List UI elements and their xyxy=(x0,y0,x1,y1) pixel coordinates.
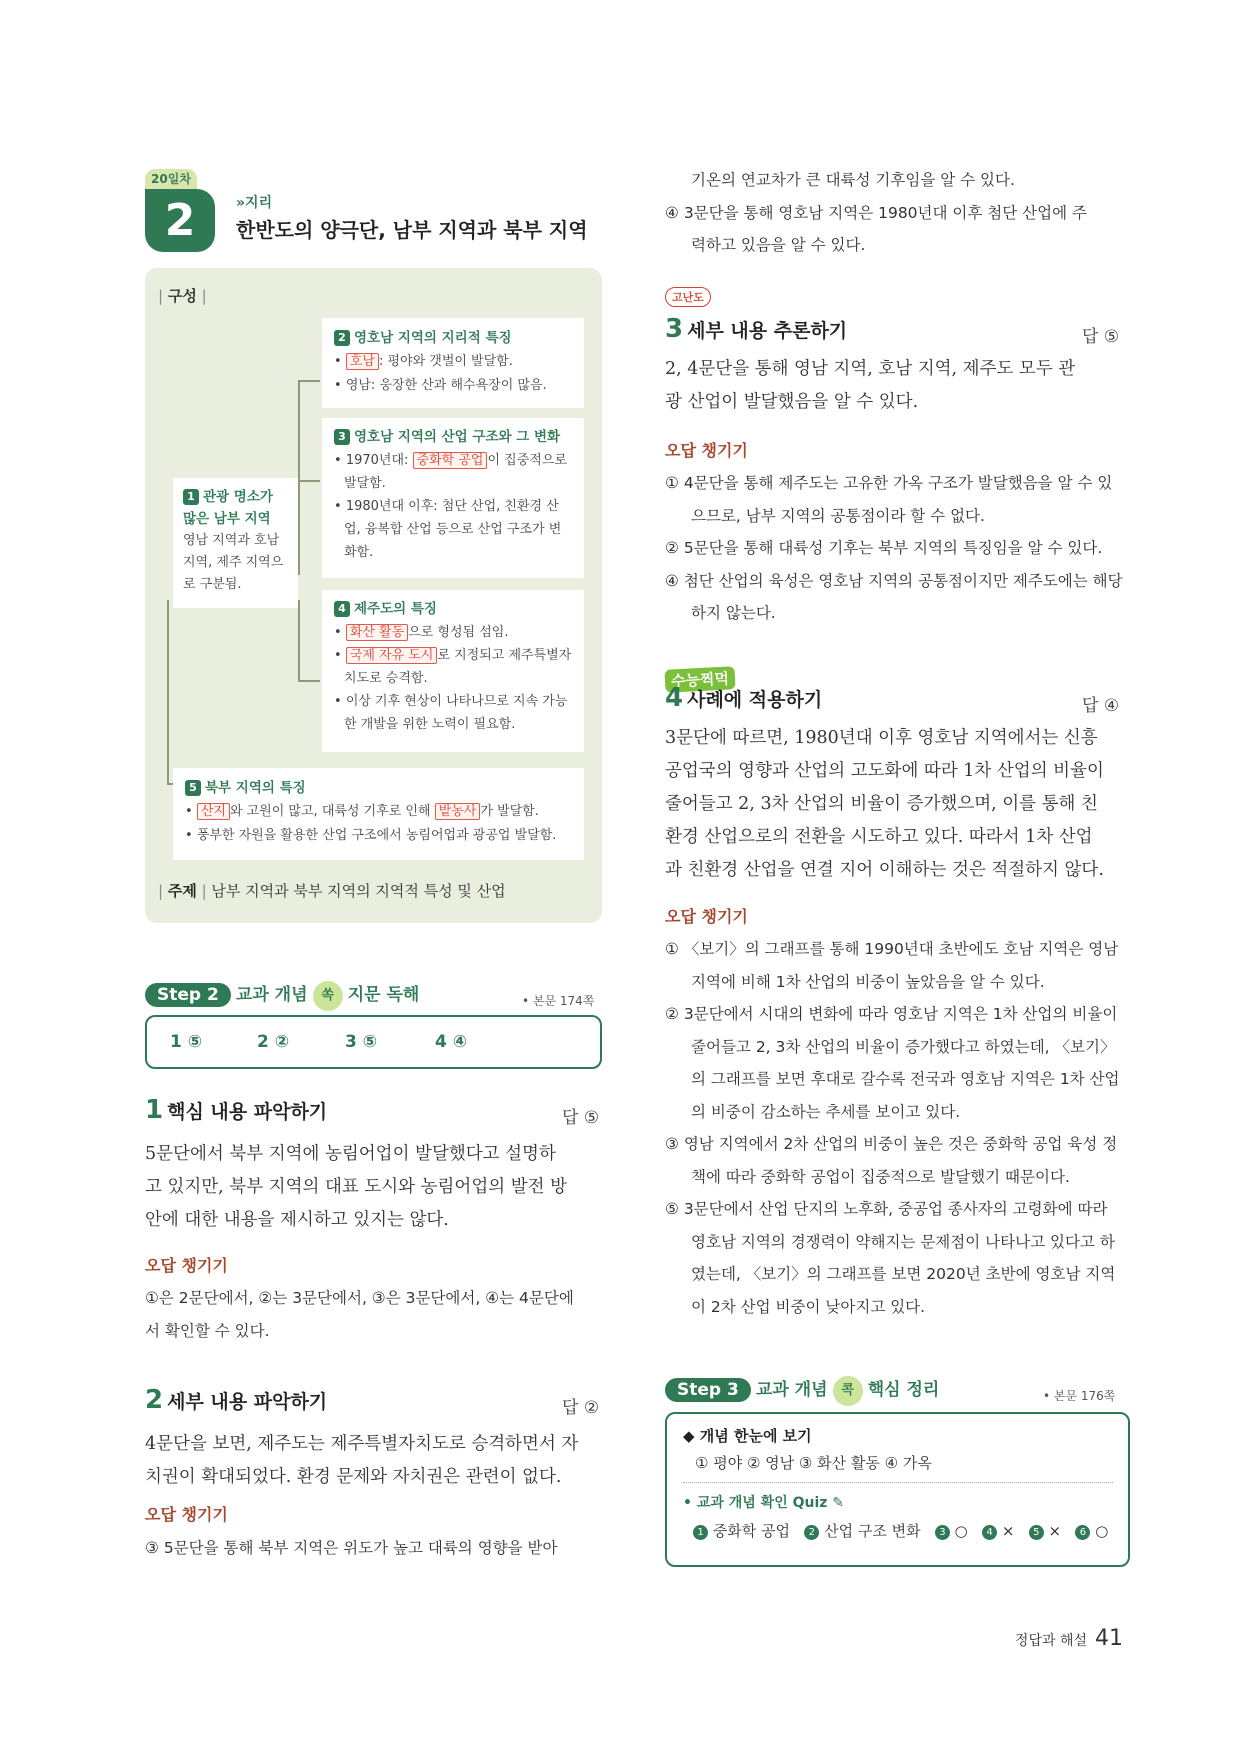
topic-line: | 주제 | 남부 지역과 북부 지역의 지역적 특성 및 산업 xyxy=(158,882,506,900)
page-footer: 정답과 해설 41 xyxy=(1014,1626,1123,1651)
structure-label: | 구성 | xyxy=(158,287,207,305)
q2-odap-body: ③ 5문단을 통해 북부 지역은 위도가 높고 대륙의 영향을 받아 xyxy=(145,1539,558,1557)
card-north: 5 북부 지역의 특징 • 산지 와 고원이 많고, 대륙성 기후로 인해 밭농사 가 발달함. • 풍부한 자원을 활용한 산업 구조에서 농림어업과 광공업 발달함. xyxy=(173,768,584,860)
q2-body: 4문단을 보면, 제주도는 제주특별자치도로 승격하면서 자 치권이 확대되었다. 환경 문제와 자치권은 관련이 없다. xyxy=(145,1434,579,1487)
glance-title: ◆ 개념 한눈에 보기 xyxy=(683,1427,812,1445)
q1-answer: 답 ⑤ xyxy=(562,1108,600,1128)
q1-body: 5문단에서 북부 지역에 농림어업이 발달했다고 설명하 고 있지만, 북부 지역의 대표 도시와 농림어업의 발전 방 안에 대한 내용을 제시하고 있지는 않다. xyxy=(145,1144,567,1230)
pencil-icon: ✎ xyxy=(832,1495,845,1511)
connector-line xyxy=(298,480,320,482)
step2-header: Step 2 교과 개념 쏙 지문 독해 xyxy=(145,980,419,1011)
q1-odap-title: 오답 챙기기 xyxy=(145,1256,228,1275)
connector-line xyxy=(298,380,320,382)
quiz-answers: 1 중화학 공업 2 산업 구조 변화 3 ○ 4 × 5 × 6 ○ xyxy=(693,1520,1108,1541)
connector-line xyxy=(298,680,320,682)
card-jeju: 4 제주도의 특징 • 화산 활동 으로 형성됨 섬임. • 국제 자유 도시 로 지정되고 제주특별자치도로 승격함. • 이상 기후 현상이 나타나므로 지속 가능한 개발을 위한 노력이 필요함. xyxy=(322,590,584,752)
connector-line xyxy=(298,600,300,680)
q3-heading: 3 세부 내용 추론하기 xyxy=(665,314,848,344)
connector-line xyxy=(167,600,169,785)
page-number: 41 xyxy=(1095,1626,1123,1651)
q4-odap-list: ① 〈보기〉의 그래프를 통해 1990년대 초반에도 호남 지역은 영남 지역에 비해 1차 산업의 비중이 높았음을 알 수 있다. ② 3문단에서 시대의 변화에 따라 영호남 지역은 1차 산업의 비율이 줄어들고 2, 3차 산업의 비율이 증가했다고 하였는데, 〈보기〉의 그래프를 보면 후대로 갈수록 전국과 영호남 지역은 1차 산업의 비중이 감소하는 추세를 보이고 있다. ③ 영남 지역에서 2차 산업의 비중이 높은 것은 중화학 공업 육성 정책에 따라 중화학 공업이 집중적으로 발달했기 때문이다. ⑤ 3문단에서 산업 단지의 노후화, 중공업 종사자의 고령화에 따라 영호남 지역의 경쟁력이 약해지는 문제점이 나타나고 있다고 하였는데, 〈보기〉의 그래프를 보면 2020년 초반에 영호남 지역이 2차 산업 비중이 낮아지고 있다. xyxy=(665,940,1120,1316)
step2-ref: • 본문 174쪽 xyxy=(522,994,595,1008)
connector-line xyxy=(298,380,300,575)
chapter-title: 한반도의 양극단, 남부 지역과 북부 지역 xyxy=(236,218,588,242)
q1-heading: 1 핵심 내용 파악하기 xyxy=(145,1095,328,1125)
answer-1: 1 ⑤ xyxy=(170,1032,203,1052)
answer-2: 2 ② xyxy=(257,1032,290,1052)
q3-odap-title: 오답 챙기기 xyxy=(665,441,748,460)
ssok-icon: 쏙 xyxy=(313,981,343,1011)
q2-odap-continuation: 기온의 연교차가 큰 대륙성 기후임을 알 수 있다. ④ 3문단을 통해 영호남 지역은 1980년대 이후 첨단 산업에 주 력하고 있음을 알 수 있다. xyxy=(665,171,1087,254)
day-tag: 20일차 xyxy=(145,169,197,189)
q4-odap-title: 오답 챙기기 xyxy=(665,907,748,926)
answer-3: 3 ⑤ xyxy=(345,1032,378,1052)
quiz-title: • 교과 개념 확인 Quiz ✎ xyxy=(683,1495,845,1511)
kok-icon: 콕 xyxy=(833,1376,863,1406)
card-south-tourism: 1 관광 명소가 많은 남부 지역 영남 지역과 호남 지역, 제주 지역으로 구분됨. xyxy=(173,478,298,608)
q3-answer: 답 ⑤ xyxy=(1082,327,1120,347)
q2-heading: 2 세부 내용 파악하기 xyxy=(145,1385,328,1415)
answer-4: 4 ④ xyxy=(435,1032,468,1052)
q4-body: 3문단에 따르면, 1980년대 이후 영호남 지역에서는 신흥 공업국의 영향과 산업의 고도화에 따라 1차 산업의 비율이 줄어들고 2, 3차 산업의 비율이 증가했으며, 이를 통해 친 환경 산업으로의 전환을 시도하고 있다. 따라서 1차 산업 과 친환경 산업을 연결 지어 이해하는 것은 적절하지 않다. xyxy=(665,728,1104,880)
step3-header: Step 3 교과 개념 콕 핵심 정리 xyxy=(665,1375,939,1406)
q4-heading: 4 사례에 적용하기 xyxy=(665,683,823,713)
card-industry: 3 영호남 지역의 산업 구조와 그 변화 • 1970년대: 중화학 공업 이 집중적으로 발달함. • 1980년대 이후: 첨단 산업, 친환경 산업, 융복합 산업 등으로 산업 구조가 변화함. xyxy=(322,418,584,578)
divider xyxy=(683,1482,1113,1483)
card-geography: 2 영호남 지역의 지리적 특징 • 호남 : 평야와 갯벌이 발달함. • 영남: 웅장한 산과 해수욕장이 많음. xyxy=(322,318,584,408)
q1-odap-body: ①은 2문단에서, ②는 3문단에서, ③은 3문단에서, ④는 4문단에 서 확인할 수 있다. xyxy=(145,1289,574,1340)
step3-ref: • 본문 176쪽 xyxy=(1043,1389,1116,1403)
q2-answer: 답 ② xyxy=(562,1398,600,1418)
step2-badge: Step 2 xyxy=(145,983,231,1007)
q3-odap-list: ① 4문단을 통해 제주도는 고유한 가옥 구조가 발달했음을 알 수 있으므로, 남부 지역의 공통점이라 할 수 없다. ② 5문단을 통해 대륙성 기후는 북부 지역의 특징임을 알 수 있다. ④ 첨단 산업의 육성은 영호남 지역의 공통점이지만 제주도에는 해당하지 않는다. xyxy=(665,474,1123,622)
glance-answers: ① 평야 ② 영남 ③ 화산 활동 ④ 가옥 xyxy=(695,1454,932,1472)
chapter-number: 2 xyxy=(145,189,215,252)
q2-odap-title: 오답 챙기기 xyxy=(145,1505,228,1524)
q3-body: 2, 4문단을 통해 영남 지역, 호남 지역, 제주도 모두 관 광 산업이 발달했음을 알 수 있다. xyxy=(665,359,1076,412)
subject-label: »지리 xyxy=(236,195,273,211)
q4-answer: 답 ④ xyxy=(1082,696,1120,716)
hard-badge: 고난도 xyxy=(665,287,711,307)
suneung-tag: 수능찍먹 xyxy=(664,666,735,693)
step3-badge: Step 3 xyxy=(665,1378,751,1402)
